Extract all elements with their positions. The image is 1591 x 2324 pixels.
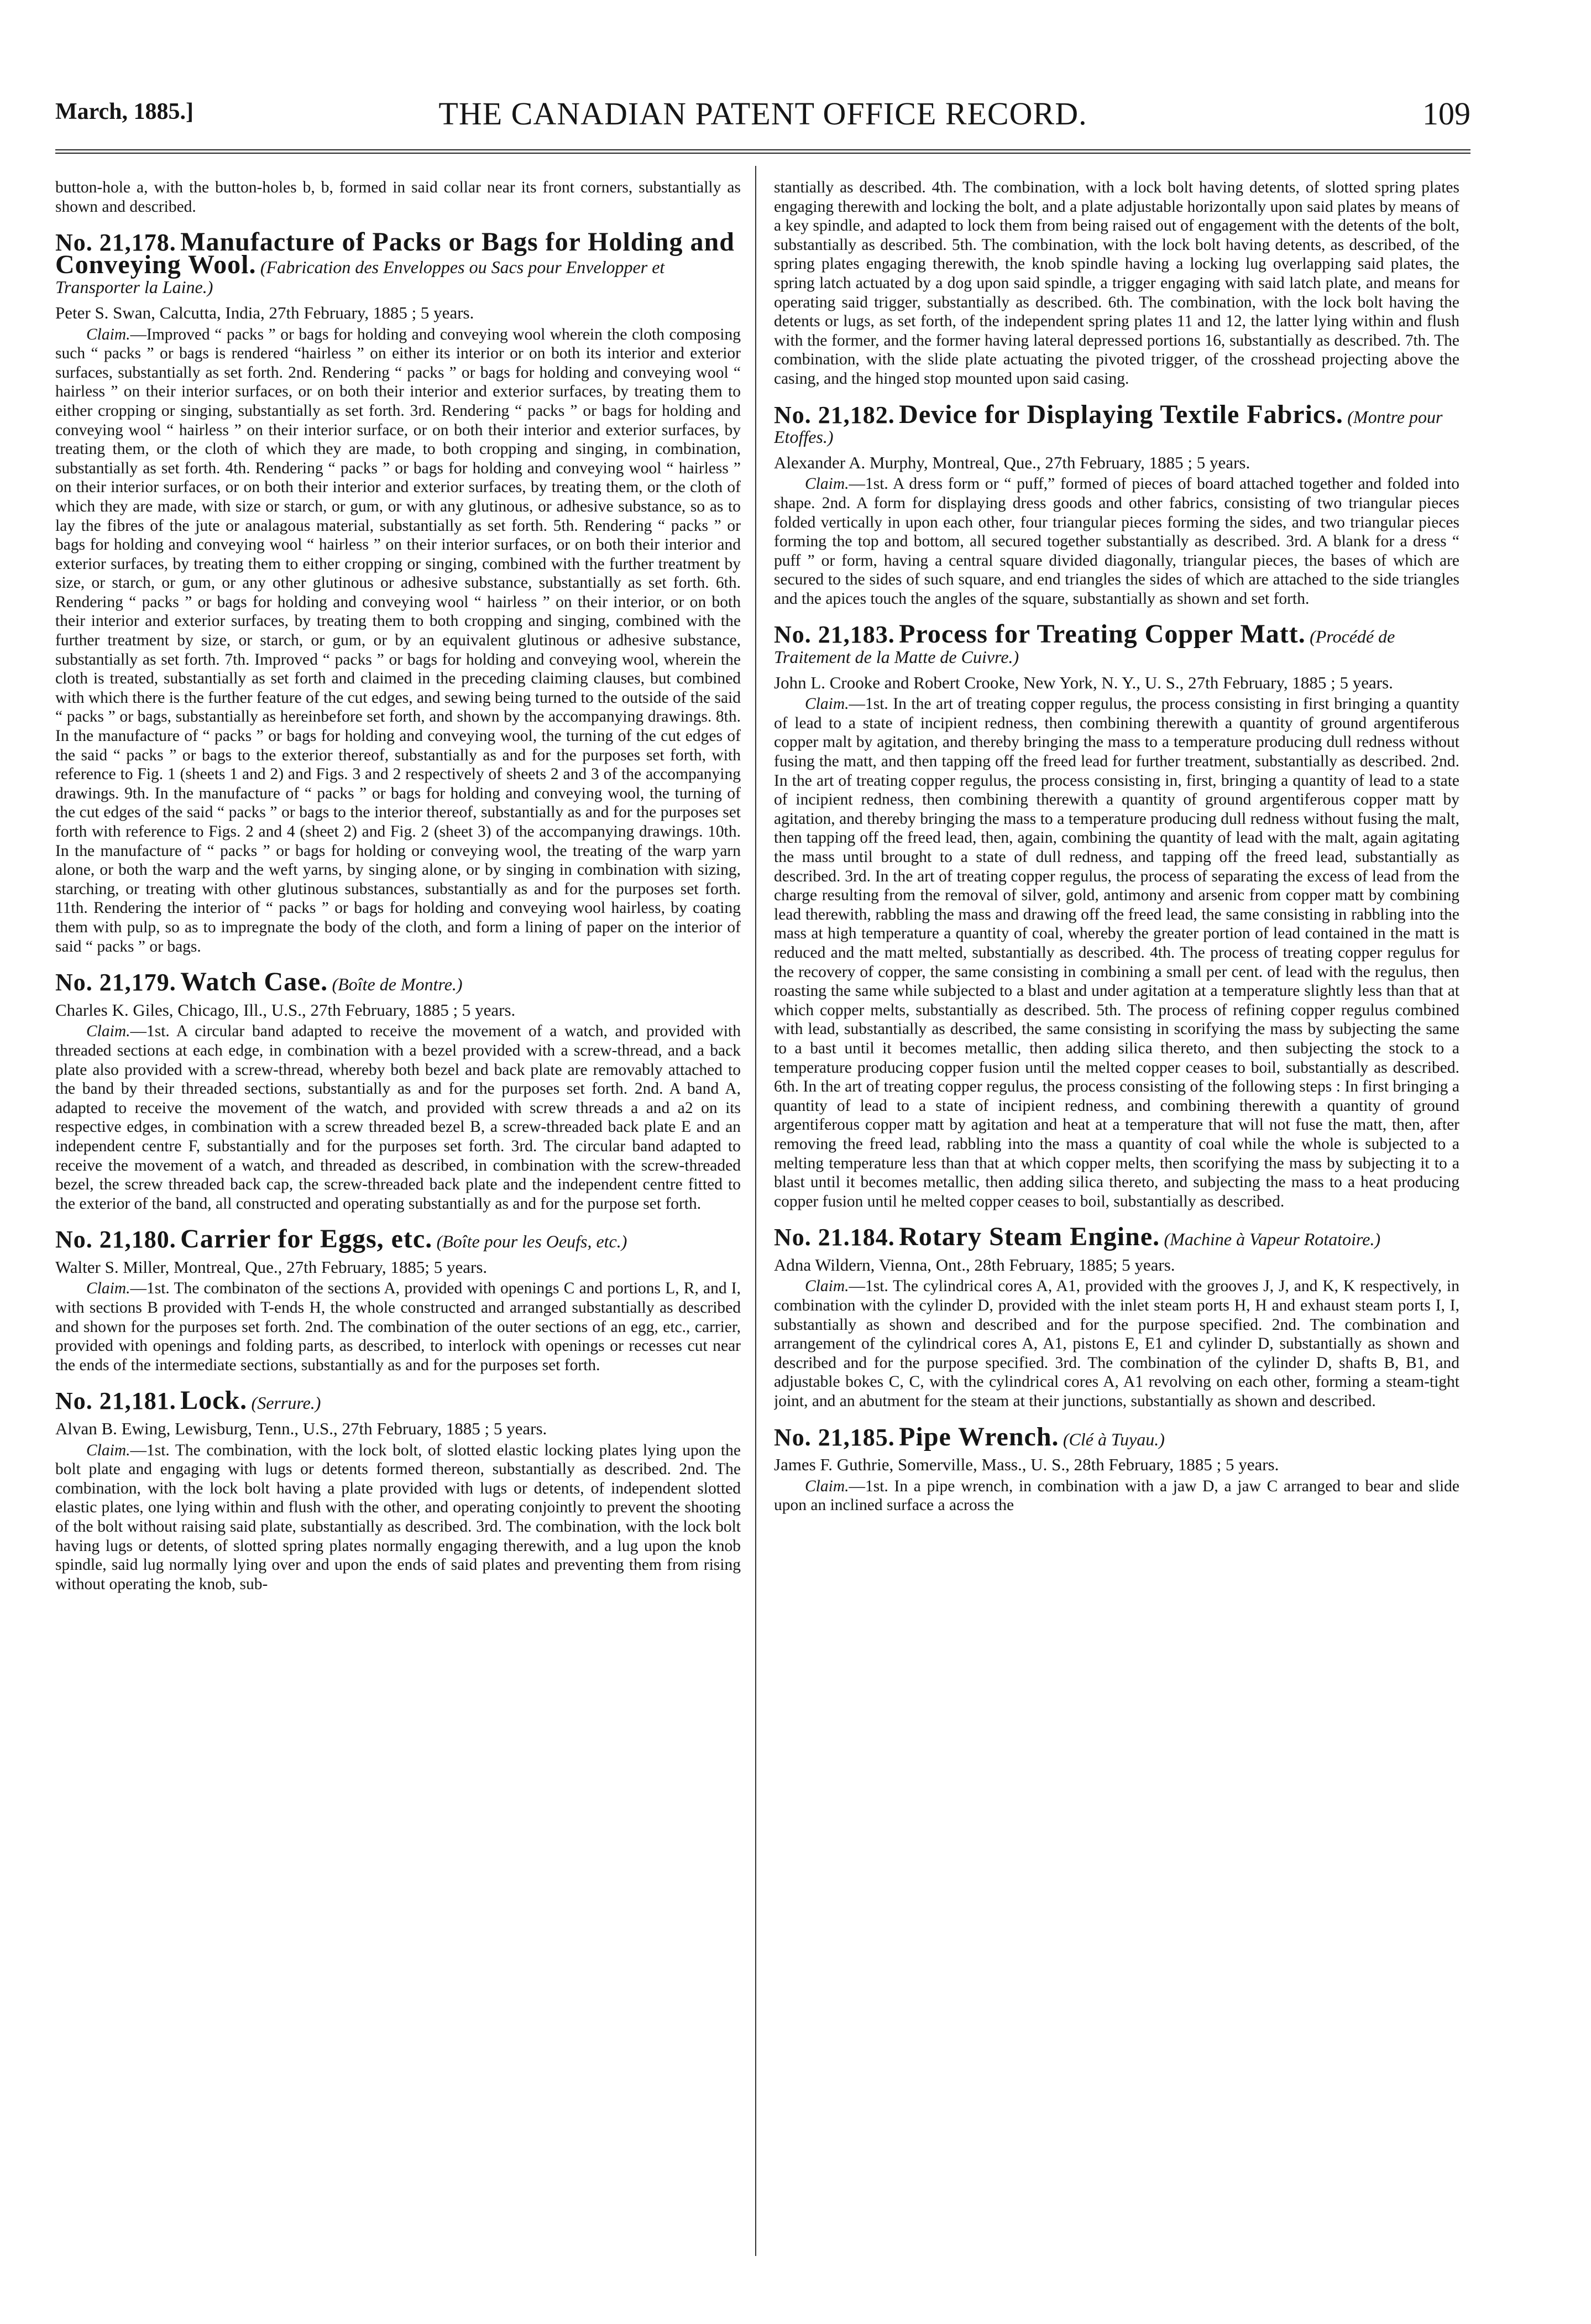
entry-heading [774,619,1459,667]
claim-text [774,474,1459,608]
continued-claim-text: stantially as described. 4th. The combination, with a lock bolt having detents, of slotted spring plates engaging therewith and locking the bolt, and a plate adjustable horizontally upon said plates by means of a key spindle, and adapted to lock them from being raised out of engagement with the detents of the bolt, substantially as described. 5th. The combination, with the lock bolt having detents, as described, of the spring plates engaging therewith, the knob spindle having a locking lug overlapping said plates, the spring latch actuated by a dog upon said spindle, a trigger engaging with said latch plate, and means for operating said trigger, substantially as described. 6th. The combination, with the lock bolt having the detents or lugs, as set forth, of the independent spring plates 11 and 12, the latter lying within and flush with the former, and the former having lateral depressed portions 16, substantially as described. 7th. The combination, with the slide plate actuating the pivoted trigger, of the crosshead projecting above the casing, and the hinged stop mounted upon said casing. [774,179,1459,388]
publication-title: THE CANADIAN PATENT OFFICE RECORD. [438,96,1087,132]
patent-number: No. 21,180. [55,1226,176,1254]
entry-heading [55,1224,741,1254]
patent-entry-21185 [774,1422,1459,1515]
patent-entry-21180 [55,1224,741,1375]
patent-number: No. 21,181. [55,1387,176,1415]
right-column [774,178,1459,2246]
continued-claim-text: button-hole a, with the button-holes b, b, formed in said collar near its front corners, substantially as shown and described. [55,179,741,216]
patentee-line: Peter S. Swan, Calcutta, India, 27th February, 1885 ; 5 years. [55,302,474,322]
claim-label: Claim. [805,695,849,713]
entry-heading [55,1386,741,1416]
claim-label: Claim. [86,325,130,343]
patent-number: No. 21.184. [774,1224,895,1251]
issue-date: March, 1885.] [55,99,194,124]
header-rule [55,149,1470,154]
entry-heading [55,967,741,997]
patentee-line: Adna Wildern, Vienna, Ont., 28th February, 1885; 5 years. [774,1255,1175,1275]
patent-title: Lock. [180,1386,248,1416]
patent-entry-21179 [55,967,741,1213]
claim-label: Claim. [86,1022,130,1041]
running-head [55,95,1470,139]
column-divider [755,166,756,2256]
claim-text [774,1277,1459,1411]
patent-number: No. 21,178. [55,229,176,257]
claim-label: Claim. [805,1277,849,1296]
entry-heading [774,1422,1459,1451]
claim-label: Claim. [805,475,849,493]
claim-text [55,1022,741,1213]
patent-entry-21182 [774,399,1459,609]
entry-heading [55,227,741,298]
claim-body: —1st. In the art of treating copper regulus, the process consisting in first bringing a quantity of lead to a state of incipient redness, then combining therewith a quantity of ground argentiferous copper malt by agitation, and thereby bringing the mass to a temperature producing dull redness without fusing the matt, and then tapping off the freed lead for further treatment, substantially as described. 2nd. In the art of treating copper regulus, the process consisting in, first, bringing a quantity of lead to a state of incipient redness, then combining therewith a quantity of ground argentiferous copper matt by agitation, and thereby bringing the mass to a temperature producing dull redness without fusing the malt, then tapping off the freed lead, then, again, combining the quantity of lead with the malt, again agitating the mass until brought to a state of dull redness, and tapping off the freed lead, substantially as described. 3rd. In the art of treating copper regulus, the process of separating the excess of lead from the charge resulting from the removal of silver, gold, antimony and arsenic from copper matt by combining lead therewith, rabbling the mass and drawing off the freed lead, the same consisting in rabbling into the mass at high temperature a quantity of coal, whereby the greater portion of lead contained in the matt is reduced and the matt melted, substantially as described. 4th. The process of treating copper regulus for the recovery of copper, the same consisting in combining a small per cent. of lead with the regulus, then roasting the same while subjected to a blast and under agitation at a temperature slightly less than that at which copper melts, substantially as described. 5th. The process of refining copper regulus combined with lead, substantially as described, the same consisting in scorifying the mass by subjecting the same to a bast until it becomes metallic, then adding silica thereto, and then subjecting the stock to a temperature producing copper fusion until the melted copper ceases to boil, substantially as described. 6th. In the art of treating copper regulus, the process consisting of the following steps : In first bringing a quantity of lead to a state of incipient redness, and combining therewith a quantity of ground argentiferous copper matt by agitation and heat at a temperature that will not fuse the matt, then, after removing the freed lead, rabbling into the mass a quantity of coal while the whole is subjected to a melting temperature less than that at which copper melts, then scorifying the mass by subjecting it to a blast until it becomes metallic, then adding silica thereto, and subjecting the mass to a heat producing copper fusion until he melted copper ceases to boil, substantially as described. [774,695,1459,1210]
claim-text [55,325,741,957]
left-column [55,178,741,2246]
patent-title: Device for Displaying Textile Fabrics. [899,399,1343,429]
patent-number: No. 21,182. [774,401,895,429]
claim-label: Claim. [805,1477,849,1495]
french-title: (Boîte de Montre.) [332,974,463,995]
patent-number: No. 21,183. [774,621,895,649]
patent-entry-21183 [774,619,1459,1211]
claim-text [774,1477,1459,1515]
patentee-line: Alvan B. Ewing, Lewisburg, Tenn., U.S., 27th February, 1885 ; 5 years. [55,1419,547,1439]
claim-body: —1st. A circular band adapted to receive the movement of a watch, and provided with threaded sections at each edge, in combination with a bezel provided with a screw-thread, and a back plate also provided with a screw-thread, whereby both bezel and back plate are removably attached to the band by their threaded sections, substantially as and for the purposes set forth. 2nd. A band A, adapted to receive the movement of the watch, and provided with screw threads a and a2 on its respective edges, in combination with a screw threaded bezel B, a screw-threaded back plate E and an independent centre F, substantially and for the purposes set forth. 3rd. The circular band adapted to receive the movement of a watch, and threaded as described, in combination with the screw-threaded bezel, the screw threaded back cap, the screw-threaded back plate and the independent centre fitted to the exterior of the band, all constructed and operating substantially as and for the purpose set forth. [55,1022,741,1213]
patentee-line: Charles K. Giles, Chicago, Ill., U.S., 27th February, 1885 ; 5 years. [55,1000,516,1020]
patentee-line: James F. Guthrie, Somerville, Mass., U. S., 28th February, 1885 ; 5 years. [774,1455,1279,1475]
patentee-line: Alexander A. Murphy, Montreal, Que., 27th February, 1885 ; 5 years. [774,452,1250,472]
patent-number: No. 21,185. [774,1423,895,1451]
patent-title: Carrier for Eggs, etc. [180,1224,433,1254]
french-title: (Machine à Vapeur Rotatoire.) [1164,1229,1381,1250]
claim-label: Claim. [86,1441,130,1459]
claim-body: —1st. In a pipe wrench, in combination with a jaw D, a jaw C arranged to bear and slide upon an inclined surface a across the [774,1477,1459,1514]
claim-body: —1st. A dress form or “ puff,” formed of pieces of board attached together and folded into shape. 2nd. A form for displaying dress goods and other fabrics, consisting of two triangular pieces folded vertically in upon each other, four triangular pieces forming the sides, and two triangular pieces forming the top and bottom, all secured together substantially as described. 3rd. A blank for a dress “ puff ” or form, having a central square divided diagonally, triangular pieces, the bases of which are secured to the sides of such square, and end triangles the sides of which are attached to the side triangles and the apices touch the angles of the square, substantially as shown and set forth. [774,475,1459,608]
patent-entry-21184 [774,1222,1459,1411]
french-title: (Fabrication des Enveloppes ou Sacs pour Envelopper et Transporter la Laine.) [55,257,665,297]
entry-heading [774,399,1459,448]
french-title: (Serrure.) [251,1393,321,1413]
french-title: (Procédé de Traitement de la Matte de Cuivre.) [774,626,1395,667]
claim-label: Claim. [86,1279,130,1298]
french-title: (Boîte pour les Oeufs, etc.) [436,1231,627,1252]
claim-body: —1st. The combination, with the lock bolt, of slotted elastic locking plates lying upon the bolt plate and engaging with lugs or detents formed thereon, substantially as described. 2nd. The combination, with the lock bolt having a plate provided with lugs or detents, of independent slotted elastic plates, one lying within and flush with the other, and operating conjointly to prevent the shooting of the bolt without raising said plate, substantially as described. 3rd. The combination, with the lock bolt having lugs or detents, of slotted spring plates normally engaging therewith, and a lug upon the knob spindle, said lug normally lying over and upon the ends of said plates and preventing them from rising without operating the knob, sub- [55,1441,741,1593]
patent-entry-21178 [55,227,741,956]
patentee-line: Walter S. Miller, Montreal, Que., 27th February, 1885; 5 years. [55,1257,488,1277]
patent-title: Manufacture of Packs or Bags for Holding and Conveying Wool. [55,227,735,279]
claim-text [55,1441,741,1594]
patent-title: Pipe Wrench. [899,1422,1059,1451]
patent-number: No. 21,179. [55,969,176,996]
claim-body: —1st. The cylindrical cores A, A1, provided with the grooves J, J, and K, K respectively, in combination with the cylinder D, provided with the inlet steam ports H, H and exhaust steam ports I, I, substantially as shown and described and for the purpose specified. 2nd. The combination and arrangement of the cylindrical cores A, A1, pistons E, E1 and cylinder D, substantially as shown and described and for the purpose specified. 3rd. The combination of the cylinder D, shafts B, B1, and adjustable bokes C, C, with the cylindrical cores A, A1 revolving on each other, forming a steam-tight joint, and an abutment for the steam at their junctions, substantially as shown and described. [774,1277,1459,1411]
claim-body: —Improved “ packs ” or bags for holding and conveying wool wherein the cloth composing such “ packs ” or bags is rendered “hairless ” on either its interior or on both its interior and exterior surfaces, substantially as set forth. 2nd. Rendering “ packs ” or bags for holding and conveying wool “ hairless ” on their interior surfaces, or on both their interior and exterior surfaces, by treating them to either cropping or singing, substantially as set forth. 3rd. Rendering “ packs ” or bags for holding and conveying wool “ hairless ” on their interior surface, or on both their interior and exterior surfaces, by treating them, or the cloth of which they are made, to both cropping and singing, in combination, substantially as set forth. 4th. Rendering “ packs ” or bags for holding and conveying wool “ hairless ” on their interior surfaces, or on both their interior and exterior surfaces, by treating them, or the cloth of which they are made, with size or starch, or gum, or with any glutinous, or adhesive substance, so as to lay the fibres of the jute or analagous material, substantially as set forth. 5th. Rendering “ packs ” or bags for holding and conveying wool “ hairless ” on their interior surfaces, or on both their interior and exterior surfaces, by treating them to either cropping or singing, combined with the further treatment by size, or starch, or gum, or any other glutinous or adhesive substance, substantially as set forth. 6th. Rendering “ packs ” or bags for holding and conveying wool “ hairless ” on their interior, or on both their interior and exterior surfaces, by treating them to both cropping and singing, combined with the further treatment by size, or starch, or gum, or by an equivalent glutinous or adhesive substance, substantially as set forth. 7th. Improved “ packs ” or bags for holding and conveying wool, wherein the cloth is treated, substantially as set forth and claimed in the preceding claiming clauses, but combined with which there is the further feature of the cut edges, and sewing being turned to the outside of the said “ packs ” or bags, substantially as hereinbefore set forth, and shown by the accompanying drawings. 8th. In the manufacture of “ packs ” or bags for holding and conveying wool, the turning of the cut edges of the said “ packs ” or bags to the exterior thereof, substantially as and for the purposes set forth, with reference to Fig. 1 (sheets 1 and 2) and Figs. 3 and 2 respectively of sheets 2 and 3 of the accompanying drawings. 9th. In the manufacture of “ packs ” or bags for holding and conveying wool, the turning of the cut edges of the said “ packs ” or bags to the interior thereof, substantially as and for the purposes set forth with reference to Figs. 2 and 4 (sheet 2) and Fig. 2 (sheet 3) of the accompanying drawings. 10th. In the manufacture of “ packs ” or bags for holding or conveying wool, the treating of the warp yarn alone, or both the warp and the weft yarns, by singing alone, or by singing in combination with sizing, starching, or treating with other glutinous substances, substantially as and for the purposes set forth. 11th. Rendering the interior of “ packs ” or bags for holding and conveying wool hairless, by coating them with pulp, so as to impregnate the body of the cloth, and form a lining of paper on the interior of said “ packs ” or bags. [55,325,741,955]
entry-heading [774,1222,1459,1252]
patentee-line: John L. Crooke and Robert Crooke, New York, N. Y., U. S., 27th February, 1885 ; 5 years. [774,672,1393,692]
page-number: 109 [1422,96,1470,132]
claim-text [55,1279,741,1375]
patent-title: Rotary Steam Engine. [899,1222,1160,1252]
french-title: (Clé à Tuyau.) [1063,1429,1165,1449]
french-title: (Montre pour Etoffes.) [774,406,1443,447]
patent-title: Watch Case. [180,967,328,997]
claim-body: —1st. The combinaton of the sections A, provided with openings C and portions L, R, and I, with sections B provided with T-ends H, the whole constructed and arranged substantially as described and shown for the purposes set forth. 2nd. The combination of the outer sections of an egg, etc., carrier, provided with openings and folding parts, as described, to interlock with openings or recesses cut near the ends of the intermediate sections, substantially as and for the purposes set forth. [55,1279,741,1374]
patent-entry-21181 [55,1386,741,1594]
patent-title: Process for Treating Copper Matt. [899,619,1306,649]
claim-text [774,694,1459,1211]
